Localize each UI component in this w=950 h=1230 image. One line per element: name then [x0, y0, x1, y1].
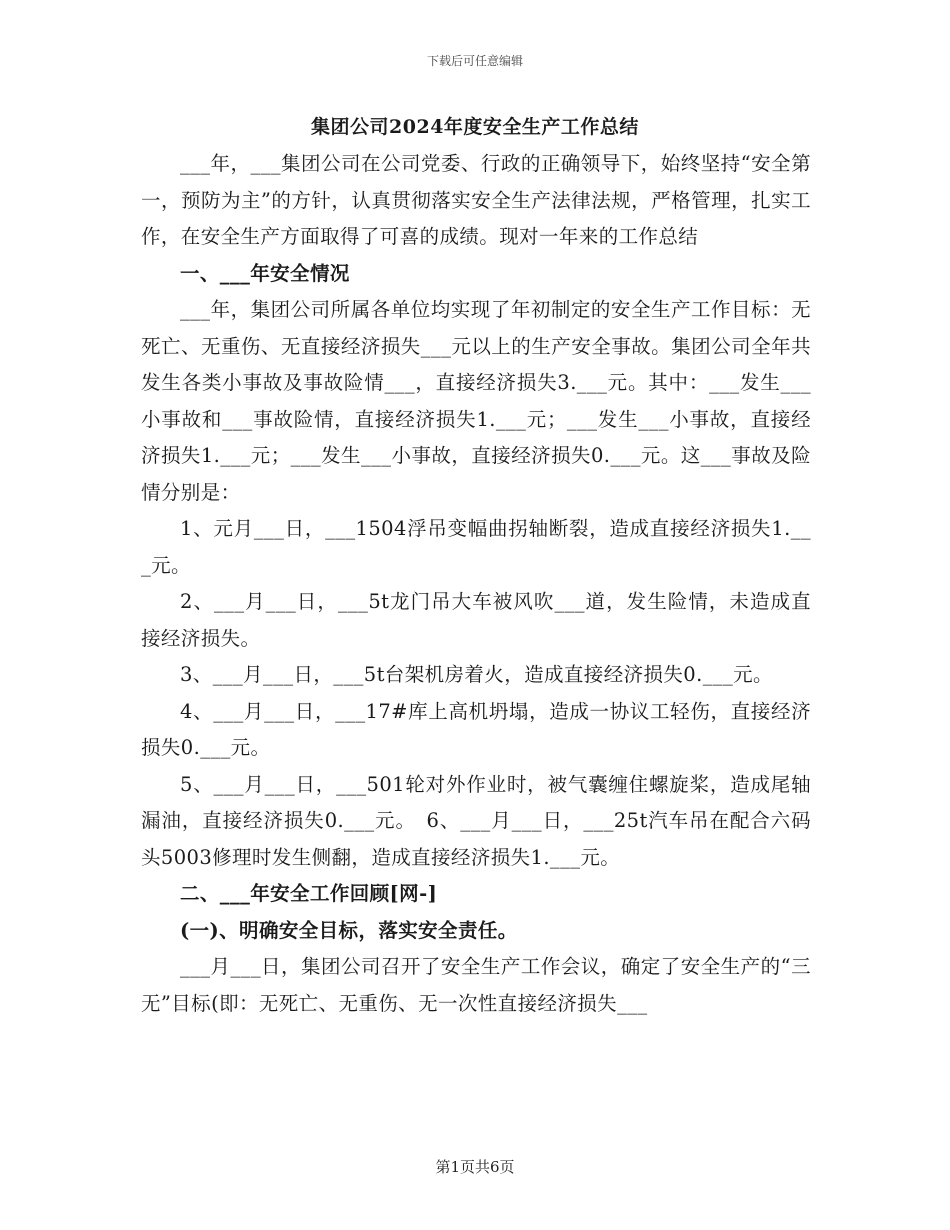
safety-summary-paragraph: ___年，集团公司所属各单位均实现了年初制定的安全生产工作目标：无死亡、无重伤、无直接经济损失___元以上的生产安全事故。集团公司全年共发生各类小事故及事故险情___，直接经济损失3.___元。其中：___发生___小事故和___事故险情，直接经济损失1.___元；___发生___小事故，直接经济损失1.___元；___发生___小事故，直接经济损失0.___元。这___事故及险情分别是：	[141, 298, 811, 504]
section-heading-2: 二、___年安全工作回顾[网-]	[180, 882, 438, 905]
incident-item-4: 4、___月___日，___17#库上高机坍塌，造成一协议工轻伤，直接经济损失0.___元。	[141, 699, 811, 759]
intro-paragraph: ___年，___集团公司在公司党委、行政的正确领导下，始终坚持“安全第一，预防为主”的方针，认真贯彻落实安全生产法律法规，严格管理，扎实工作，在安全生产方面取得了可喜的成绩。现对一年来的工作总结	[141, 152, 811, 248]
incident-item-1: 1、元月___日，___1504浮吊变幅曲拐轴断裂，造成直接经济损失1.___元。	[141, 517, 811, 577]
incident-item-2: 2、___月___日，___5t龙门吊大车被风吹___道，发生险情，未造成直接经济损失。	[141, 590, 811, 650]
document-body	[141, 146, 811, 1022]
page-footer: 第1页共6页	[435, 1158, 515, 1176]
incident-item-5-6: 5、___月___日，___501轮对外作业时，被气囊缠住螺旋桨，造成尾轴漏油，直接经济损失0.___元。 6、___月___日，___25t汽车吊在配合六码头5003修理时发生侧翻，造成直接经济损失1.___元。	[141, 772, 811, 869]
incident-item-3: 3、___月___日，___5t台架机房着火，造成直接经济损失0.___元。	[180, 663, 773, 686]
goals-paragraph: ___月___日，集团公司召开了安全生产工作会议，确定了安全生产的“三无”目标(即：无死亡、无重伤、无一次性直接经济损失___	[141, 955, 811, 1015]
subsection-heading-1: (一)、明确安全目标，落实安全责任。	[180, 918, 518, 942]
page-header: 下载后可任意编辑	[426, 54, 523, 68]
section-heading-1: 一、___年安全情况	[180, 261, 350, 285]
document-title: 集团公司2024年度安全生产工作总结	[311, 116, 639, 138]
